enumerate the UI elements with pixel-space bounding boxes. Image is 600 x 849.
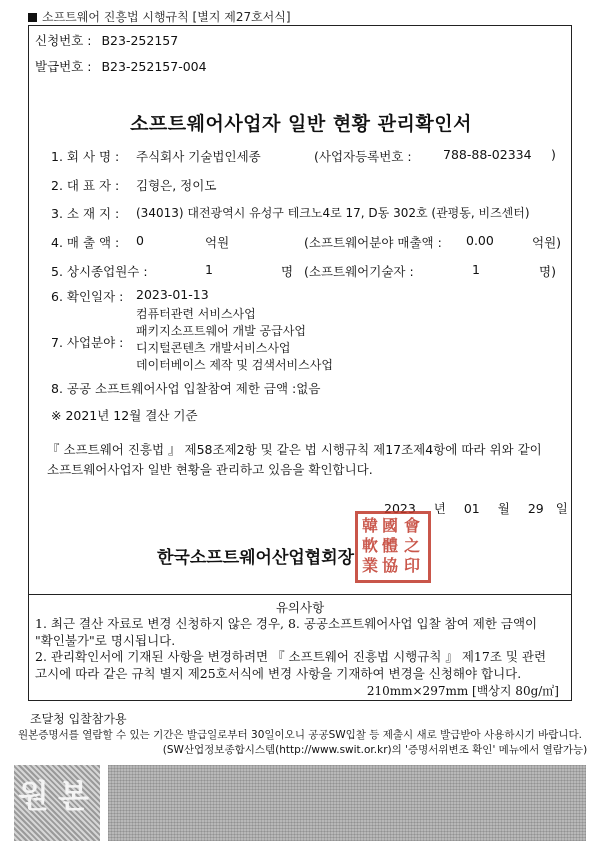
date-day: 29 [527,501,544,516]
date-year-unit: 년 [433,501,446,516]
sw-sales-value: 0.00 [466,233,494,248]
usage-note: 조달청 입찰참가용 [30,712,127,726]
bid-limit-label: 8. 공공 소프트웨어사업 입찰참여 제한 금액 : [51,381,297,396]
date-year: 2023 [384,501,416,516]
sales-label: 4. 매 출 액 : [51,235,120,250]
sw-engineers-value: 1 [472,262,480,277]
date-month: 01 [463,501,480,516]
notice-line-2: "확인불가"로 명시됩니다. [35,632,176,648]
issuer-name: 한국소프트웨어산업협회장 [157,548,355,568]
issue-number-value: B23-252157-004 [101,59,207,74]
verification-pattern [108,765,586,841]
validity-notes [0,728,600,758]
notice-line-3: 2. 관리확인서에 기재된 사항을 변경하려면 『 소프트웨어 진흥법 시행규칙 』 제17조 및 관련 [35,649,547,664]
confirm-date-value: 2023-01-13 [136,287,209,302]
confirm-date-label: 6. 확인일자 : [51,289,124,304]
sales-value: 0 [136,233,144,248]
application-number [35,31,178,49]
certificate-frame [28,25,572,701]
sw-sales-unit: 억원) [532,235,562,250]
form-header-text: 소프트웨어 진흥법 시행규칙 [별지 제27호서식] [42,10,291,24]
business-reg-close: ) [551,147,556,162]
notice-line-1: 1. 최근 결산 자료로 변경 신청하지 않은 경우, 8. 공공소프트웨어사업 입찰 참여 제한 금액이 [35,616,538,631]
business-area-label: 7. 사업분야 : [51,335,124,350]
ceo-label: 2. 대 표 자 : [51,178,120,193]
official-seal: 韓 國 會 軟 體 之 業 協 印 [355,511,431,583]
company-name: 주식회사 기술법인세종 [136,149,261,164]
notice-title: 유의사항 [275,600,325,615]
bid-limit [51,379,320,397]
declaration-text: 『 소프트웨어 진흥법 』 제58조제2항 및 같은 법 시행규칙 제17조제4항에 따라 위와 같이 소프트웨어사업자 일반 현황을 관리하고 있음을 확인합니다. [47,442,542,477]
company-label: 1. 회 사 명 : [51,149,120,164]
business-area-2: 패키지소프트웨어 개발 공급사업 [136,324,306,338]
business-area-3: 디지털콘텐츠 개발서비스사업 [136,341,291,355]
verify-note: (SW산업정보종합시스템(http://www.swit.or.kr)의 '증명서위변조 확인' 메뉴에서 열람가능) [162,744,588,756]
application-number-label: 신청번호 : [35,33,92,48]
date-day-unit: 일 [555,501,568,516]
sales-unit: 억원 [205,235,230,250]
sw-engineers-label: (소프트웨어기술자 : [304,264,414,279]
address-label: 3. 소 재 지 : [51,206,120,221]
sw-engineers-unit: 명) [539,264,556,279]
ceo-name: 김형은, 정이도 [136,178,217,193]
original-stamp: 원 본 [14,765,100,841]
date-month-unit: 월 [497,501,510,516]
issue-number-label: 발급번호 : [35,59,92,74]
settlement-basis: ※ 2021년 12월 결산 기준 [51,408,198,423]
document-title: 소프트웨어사업자 일반 현황 관리확인서 [130,113,472,135]
notice-line-4: 고시에 따라 같은 규칙 별지 제25호서식에 변경 사항을 기재하여 변경을 신청해야 합니다. [35,665,522,681]
paper-spec: 210mm×297mm [백상지 80g/㎡] [366,684,559,698]
business-reg-number: 788-88-02334 [443,147,532,162]
sw-sales-label: (소프트웨어분야 매출액 : [304,235,442,250]
employees-unit: 명 [281,264,294,279]
business-area-4: 데이터베이스 제작 및 검색서비스사업 [136,358,333,372]
employees-value: 1 [205,262,213,277]
square-bullet-icon [28,13,37,22]
issue-number [35,57,207,75]
business-reg-label: (사업자등록번호 : [314,149,412,164]
bid-limit-value: 없음 [296,381,321,396]
form-header [28,8,291,25]
validity-note: 원본증명서를 열람할 수 있는 기간은 발급일로부터 30일이오니 공공SW입찰 등 제출시 새로 발급받아 사용하시기 바랍니다. [18,729,582,741]
business-area-1: 컴퓨터관련 서비스사업 [136,307,256,321]
employees-label: 5. 상시종업원수 : [51,264,148,279]
notice-section [29,594,571,682]
application-number-value: B23-252157 [101,33,179,48]
address-value: (34013) 대전광역시 유성구 테크노4로 17, D동 302호 (관평동, 비즈센터) [136,206,530,220]
